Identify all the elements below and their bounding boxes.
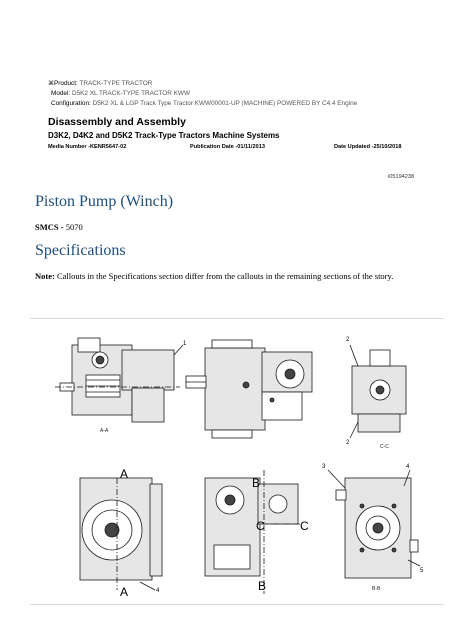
section-letter-c-left: C bbox=[256, 519, 265, 533]
date-updated: Date Updated -25/10/2018 bbox=[334, 144, 402, 150]
section-letter-a-top: A bbox=[120, 467, 129, 481]
callout-3: 3 bbox=[322, 464, 326, 470]
note-text: Callouts in the Specifications section differ from the callouts in the remaining sections of the story. bbox=[56, 271, 394, 281]
product-label: Product: bbox=[54, 80, 78, 87]
section-title: Disassembly and Assembly bbox=[48, 116, 186, 128]
product-icon: ⌘ bbox=[48, 81, 54, 87]
view-label-b-b: B-B bbox=[372, 586, 381, 592]
section-letter-b-bottom: B bbox=[258, 579, 267, 593]
view-label-a-a: A-A bbox=[100, 428, 109, 434]
publication-date: Publication Date -01/11/2013 bbox=[190, 144, 265, 150]
bottom-left-pump-view bbox=[80, 478, 162, 590]
callout-2-top: 2 bbox=[346, 337, 350, 343]
specifications-heading: Specifications bbox=[35, 242, 126, 259]
media-number: Media Number -KENR5647-02 bbox=[48, 144, 127, 150]
note-label: Note: bbox=[35, 271, 55, 281]
section-b-b-view bbox=[328, 470, 420, 578]
smcs-label: SMCS - bbox=[35, 222, 64, 232]
page-title: Piston Pump (Winch) bbox=[35, 193, 174, 210]
product-value: TRACK-TYPE TRACTOR bbox=[79, 80, 153, 87]
configuration-label: Configuration: bbox=[51, 100, 91, 107]
callout-4-left: 4 bbox=[156, 588, 160, 594]
section-a-a-view bbox=[55, 338, 183, 422]
model-label: Model: bbox=[51, 90, 71, 97]
section-letter-a-bottom: A bbox=[120, 585, 129, 599]
callout-1: 1 bbox=[183, 341, 187, 347]
view-label-c-c: C-C bbox=[380, 444, 389, 450]
model-value: D5K2 XL TRACK-TYPE TRACTOR KWW bbox=[71, 90, 190, 97]
smcs-value: 5070 bbox=[65, 222, 83, 232]
document-id: i05194238 bbox=[388, 174, 415, 180]
configuration-value: D5K2 XL & LGP Track Type Tractor KWW00001-UP (MACHINE) POWERED BY C4.4 Engine bbox=[92, 100, 358, 107]
top-middle-pump-view bbox=[186, 340, 312, 438]
section-c-c-view bbox=[350, 345, 406, 438]
callout-5: 5 bbox=[420, 568, 424, 574]
callout-4-right: 4 bbox=[406, 464, 410, 470]
document-subtitle: D3K2, D4K2 and D5K2 Track-Type Tractors Machine Systems bbox=[48, 131, 280, 140]
section-letter-c-right: C bbox=[300, 519, 309, 533]
callout-2-bottom: 2 bbox=[346, 440, 350, 446]
section-letter-b-top: B bbox=[252, 476, 261, 490]
